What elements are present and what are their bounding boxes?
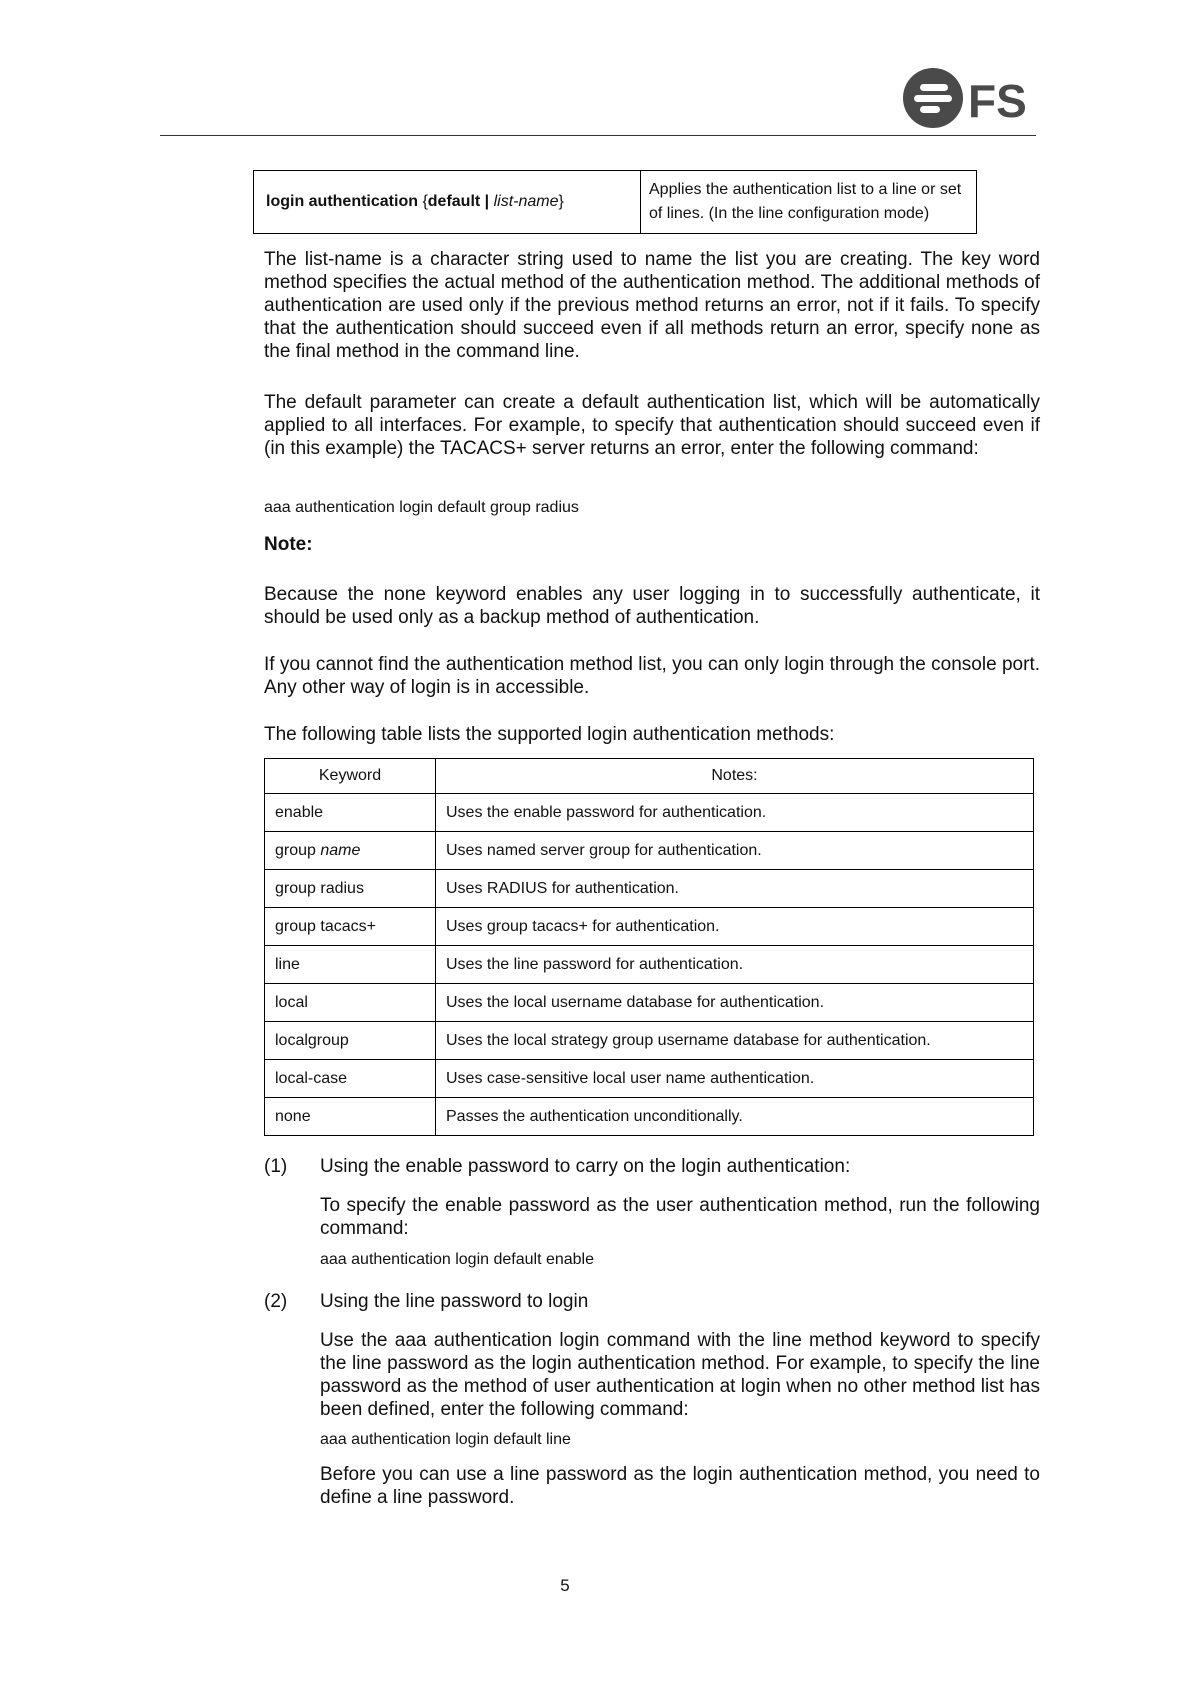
notes-cell: Uses the line password for authentication. xyxy=(436,946,1034,984)
table-row xyxy=(265,1098,1034,1136)
table-row xyxy=(265,794,1034,832)
table-row xyxy=(265,908,1034,946)
table-row xyxy=(265,832,1034,870)
keyword-cell: none xyxy=(265,1098,436,1136)
command-table xyxy=(253,170,977,234)
step-2-code: aaa authentication login default line xyxy=(320,1431,571,1448)
logo-text: FS xyxy=(968,75,1027,127)
code-group-radius: aaa authentication login default group radius xyxy=(264,499,579,516)
notes-cell: Uses the local strategy group username database for authentication. xyxy=(436,1022,1034,1060)
keyword-cell: local-case xyxy=(265,1060,436,1098)
table-header-row xyxy=(265,759,1034,794)
command-cell: login authentication {default | list-name} xyxy=(254,171,641,234)
keyword-cell: enable xyxy=(265,794,436,832)
paragraph-none-keyword: Because the none keyword enables any user logging in to successfully authenticate, it should be used only as a backup method of authentication. xyxy=(264,584,1040,628)
keyword-cell: local xyxy=(265,984,436,1022)
step-1-number: (1) xyxy=(264,1156,288,1177)
step-2-after: Before you can use a line password as the login authentication method, you need to define a line password. xyxy=(320,1464,1040,1508)
notes-cell: Uses group tacacs+ for authentication. xyxy=(436,908,1034,946)
fs-logo xyxy=(902,64,1030,130)
methods-table xyxy=(264,758,1034,1136)
paragraph-default-parameter: The default parameter can create a default authentication list, which will be automatically applied to all interfaces. For example, to specify that authentication should succeed even if (in this example) the TACACS+ server returns an error, enter the following command: xyxy=(264,392,1040,459)
notes-cell: Passes the authentication unconditionally. xyxy=(436,1098,1034,1136)
table-row xyxy=(265,1060,1034,1098)
notes-cell: Uses the local username database for authentication. xyxy=(436,984,1034,1022)
notes-cell: Uses the enable password for authentication. xyxy=(436,794,1034,832)
step-2-body: Use the aaa authentication login command with the line method keyword to specify the line password as the login authentication method. For example, to specify the line password as the method of user authentication at login when no other method list has been defined, enter the following command: xyxy=(320,1330,1040,1420)
paragraph-table-intro: The following table lists the supported login authentication methods: xyxy=(264,724,835,745)
notes-cell: Uses RADIUS for authentication. xyxy=(436,870,1034,908)
header-notes: Notes: xyxy=(436,759,1034,794)
header-divider xyxy=(160,135,1036,136)
paragraph-list-name: The list-name is a character string used to name the list you are creating. The key word method specifies the actual method of the authentication method. The additional methods of authentication are used only if the previous method returns an error, not if it fails. To specify that the authentication should succeed even if all methods return an error, specify none as the final method in the command line. xyxy=(264,249,1040,362)
keyword-cell: group name xyxy=(265,832,436,870)
note-label: Note: xyxy=(264,534,313,555)
keyword-cell: localgroup xyxy=(265,1022,436,1060)
step-1-code: aaa authentication login default enable xyxy=(320,1251,594,1268)
table-row xyxy=(265,870,1034,908)
notes-cell: Uses case-sensitive local user name authentication. xyxy=(436,1060,1034,1098)
step-1-title: Using the enable password to carry on the login authentication: xyxy=(320,1156,851,1177)
keyword-cell: group tacacs+ xyxy=(265,908,436,946)
keyword-cell: group radius xyxy=(265,870,436,908)
step-2-title: Using the line password to login xyxy=(320,1291,589,1312)
page-number: 5 xyxy=(560,1576,570,1595)
notes-cell: Uses named server group for authentication. xyxy=(436,832,1034,870)
step-2-number: (2) xyxy=(264,1291,288,1312)
step-1-body: To specify the enable password as the user authentication method, run the following command: xyxy=(320,1195,1040,1239)
header-keyword: Keyword xyxy=(265,759,436,794)
table-row xyxy=(265,1022,1034,1060)
table-row xyxy=(254,171,977,234)
paragraph-method-list: If you cannot find the authentication method list, you can only login through the console port. Any other way of login is in accessible. xyxy=(264,654,1040,698)
command-description: Applies the authentication list to a line or set of lines. (In the line configuration mode) xyxy=(641,171,977,234)
table-row xyxy=(265,984,1034,1022)
table-row xyxy=(265,946,1034,984)
keyword-cell: line xyxy=(265,946,436,984)
